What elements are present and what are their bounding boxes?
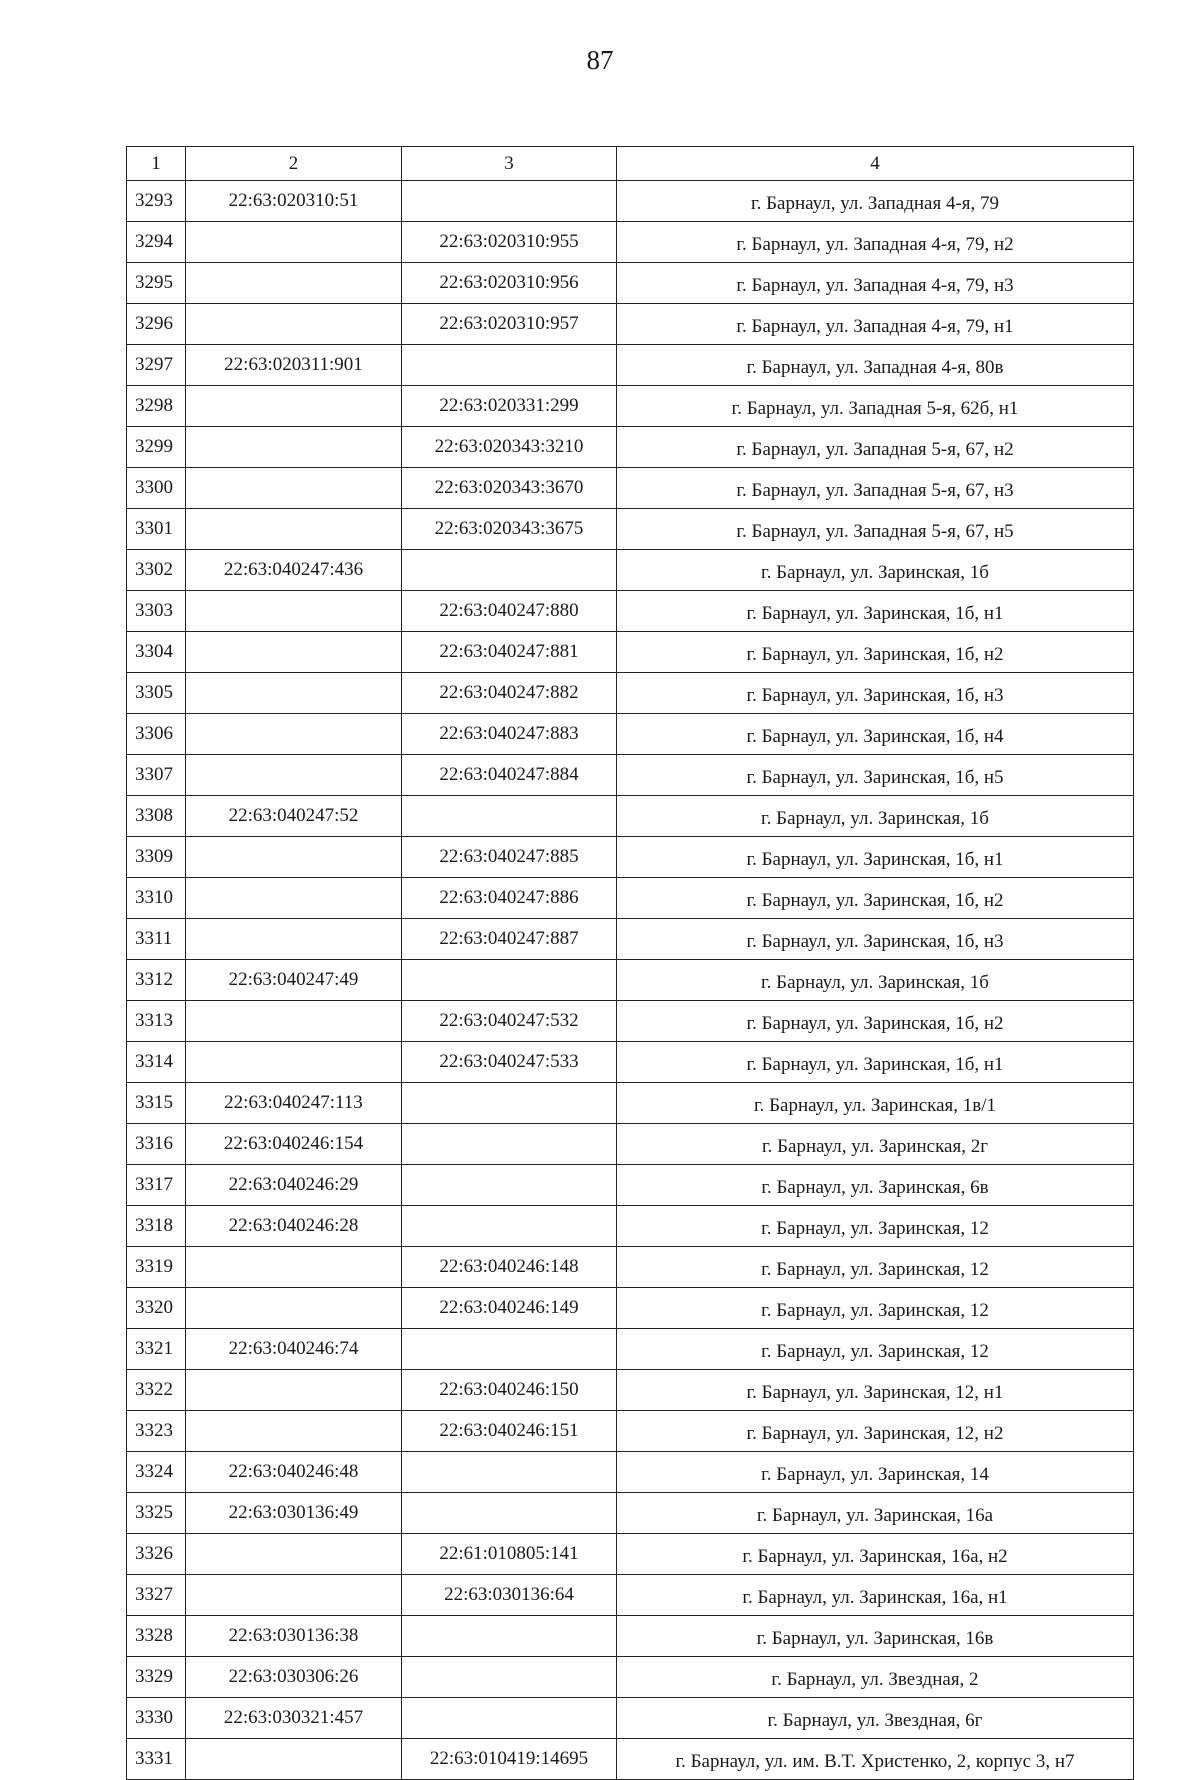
address-cell: г. Барнаул, ул. Звездная, 6г: [617, 1698, 1134, 1739]
table-row: [127, 837, 1134, 878]
table-row: [127, 1534, 1134, 1575]
cadastral-land-cell: 22:63:040246:29: [186, 1165, 402, 1206]
table-row: [127, 878, 1134, 919]
row-number-cell: 3306: [127, 714, 186, 755]
address-cell: г. Барнаул, ул. Заринская, 1б, н1: [617, 837, 1134, 878]
row-number-cell: 3322: [127, 1370, 186, 1411]
cadastral-object-cell: 22:63:040247:884: [402, 755, 617, 796]
cadastral-land-cell: [186, 673, 402, 714]
table-row: [127, 1206, 1134, 1247]
cadastral-object-cell: 22:61:010805:141: [402, 1534, 617, 1575]
cadastral-land-cell: 22:63:040246:154: [186, 1124, 402, 1165]
table-row: [127, 1657, 1134, 1698]
row-number-cell: 3326: [127, 1534, 186, 1575]
table-row: [127, 960, 1134, 1001]
row-number-cell: 3320: [127, 1288, 186, 1329]
cadastral-object-cell: 22:63:040247:533: [402, 1042, 617, 1083]
cadastral-land-cell: 22:63:040247:49: [186, 960, 402, 1001]
cadastral-land-cell: [186, 632, 402, 673]
table-row: [127, 345, 1134, 386]
cadastral-object-cell: [402, 1206, 617, 1247]
cadastral-object-cell: [402, 345, 617, 386]
cadastral-object-cell: 22:63:020343:3210: [402, 427, 617, 468]
cadastral-object-cell: [402, 1493, 617, 1534]
cadastral-land-cell: 22:63:030136:38: [186, 1616, 402, 1657]
header-row: [127, 147, 1134, 181]
cadastral-object-cell: 22:63:020343:3675: [402, 509, 617, 550]
cadastral-land-cell: [186, 1042, 402, 1083]
table-row: [127, 1288, 1134, 1329]
address-cell: г. Барнаул, ул. Западная 5-я, 67, н2: [617, 427, 1134, 468]
cadastral-object-cell: 22:63:030136:64: [402, 1575, 617, 1616]
cadastral-land-cell: 22:63:040247:113: [186, 1083, 402, 1124]
address-cell: г. Барнаул, ул. Западная 4-я, 80в: [617, 345, 1134, 386]
address-cell: г. Барнаул, ул. Западная 4-я, 79, н2: [617, 222, 1134, 263]
table-body: [127, 181, 1134, 1780]
cadastral-land-cell: [186, 714, 402, 755]
row-number-cell: 3309: [127, 837, 186, 878]
cadastral-object-cell: [402, 1165, 617, 1206]
row-number-cell: 3324: [127, 1452, 186, 1493]
cadastral-land-cell: [186, 509, 402, 550]
cadastral-object-cell: 22:63:040247:887: [402, 919, 617, 960]
address-cell: г. Барнаул, ул. Западная 5-я, 67, н3: [617, 468, 1134, 509]
cadastral-land-cell: [186, 919, 402, 960]
table-row: [127, 1247, 1134, 1288]
row-number-cell: 3308: [127, 796, 186, 837]
cadastral-object-cell: 22:63:020310:956: [402, 263, 617, 304]
cadastral-land-cell: 22:63:030321:457: [186, 1698, 402, 1739]
cadastral-object-cell: [402, 181, 617, 222]
row-number-cell: 3298: [127, 386, 186, 427]
cadastral-land-cell: [186, 427, 402, 468]
row-number-cell: 3325: [127, 1493, 186, 1534]
row-number-cell: 3315: [127, 1083, 186, 1124]
row-number-cell: 3317: [127, 1165, 186, 1206]
address-cell: г. Барнаул, ул. Заринская, 2г: [617, 1124, 1134, 1165]
cadastral-object-cell: [402, 960, 617, 1001]
cadastral-land-cell: 22:63:020310:51: [186, 181, 402, 222]
row-number-cell: 3331: [127, 1739, 186, 1780]
cadastral-object-cell: 22:63:040247:532: [402, 1001, 617, 1042]
cadastral-land-cell: [186, 1001, 402, 1042]
table-row: [127, 222, 1134, 263]
cadastral-object-cell: 22:63:040247:885: [402, 837, 617, 878]
header-col-1: 1: [127, 147, 186, 181]
cadastral-land-cell: [186, 591, 402, 632]
row-number-cell: 3294: [127, 222, 186, 263]
address-cell: г. Барнаул, ул. Звездная, 2: [617, 1657, 1134, 1698]
header-col-2: 2: [186, 147, 402, 181]
cadastral-object-cell: 22:63:040247:880: [402, 591, 617, 632]
address-cell: г. Барнаул, ул. Заринская, 16а, н1: [617, 1575, 1134, 1616]
row-number-cell: 3307: [127, 755, 186, 796]
cadastral-object-cell: [402, 1124, 617, 1165]
row-number-cell: 3311: [127, 919, 186, 960]
cadastral-object-cell: 22:63:020343:3670: [402, 468, 617, 509]
row-number-cell: 3312: [127, 960, 186, 1001]
cadastral-land-cell: 22:63:020311:901: [186, 345, 402, 386]
cadastral-object-cell: 22:63:040246:151: [402, 1411, 617, 1452]
table-row: [127, 509, 1134, 550]
cadastral-object-cell: [402, 1657, 617, 1698]
table-row: [127, 1452, 1134, 1493]
cadastral-object-cell: [402, 1616, 617, 1657]
table-row: [127, 181, 1134, 222]
cadastral-object-cell: [402, 1329, 617, 1370]
address-cell: г. Барнаул, ул. Западная 5-я, 67, н5: [617, 509, 1134, 550]
cadastral-object-cell: [402, 550, 617, 591]
row-number-cell: 3305: [127, 673, 186, 714]
address-cell: г. Барнаул, ул. Заринская, 12, н1: [617, 1370, 1134, 1411]
address-cell: г. Барнаул, ул. Заринская, 1б, н1: [617, 1042, 1134, 1083]
table-row: [127, 591, 1134, 632]
address-cell: г. Барнаул, ул. Заринская, 1б, н1: [617, 591, 1134, 632]
header-col-3: 3: [402, 147, 617, 181]
table-row: [127, 1411, 1134, 1452]
table-row: [127, 386, 1134, 427]
table-row: [127, 427, 1134, 468]
row-number-cell: 3299: [127, 427, 186, 468]
table-row: [127, 263, 1134, 304]
table-row: [127, 1616, 1134, 1657]
table-row: [127, 1493, 1134, 1534]
cadastral-land-cell: [186, 1575, 402, 1616]
cadastral-land-cell: [186, 878, 402, 919]
table-row: [127, 714, 1134, 755]
cadastral-land-cell: [186, 263, 402, 304]
cadastral-object-cell: 22:63:040247:881: [402, 632, 617, 673]
row-number-cell: 3321: [127, 1329, 186, 1370]
cadastral-object-cell: 22:63:040246:150: [402, 1370, 617, 1411]
address-cell: г. Барнаул, ул. Заринская, 1в/1: [617, 1083, 1134, 1124]
row-number-cell: 3293: [127, 181, 186, 222]
row-number-cell: 3296: [127, 304, 186, 345]
row-number-cell: 3328: [127, 1616, 186, 1657]
cadastral-land-cell: [186, 304, 402, 345]
cadastral-object-cell: 22:63:020310:957: [402, 304, 617, 345]
cadastral-land-cell: [186, 386, 402, 427]
cadastral-object-cell: 22:63:020331:299: [402, 386, 617, 427]
address-cell: г. Барнаул, ул. Заринская, 1б, н2: [617, 878, 1134, 919]
cadastral-object-cell: [402, 796, 617, 837]
table-row: [127, 550, 1134, 591]
cadastral-object-cell: [402, 1698, 617, 1739]
header-col-4: 4: [617, 147, 1134, 181]
cadastral-land-cell: 22:63:040246:74: [186, 1329, 402, 1370]
table-row: [127, 1329, 1134, 1370]
row-number-cell: 3316: [127, 1124, 186, 1165]
table-row: [127, 1575, 1134, 1616]
cadastral-land-cell: [186, 837, 402, 878]
table-row: [127, 673, 1134, 714]
address-cell: г. Барнаул, ул. Западная 4-я, 79, н3: [617, 263, 1134, 304]
table-row: [127, 1001, 1134, 1042]
address-cell: г. Барнаул, ул. Заринская, 16а: [617, 1493, 1134, 1534]
address-cell: г. Барнаул, ул. Западная 4-я, 79: [617, 181, 1134, 222]
address-cell: г. Барнаул, ул. Заринская, 12: [617, 1206, 1134, 1247]
table-row: [127, 919, 1134, 960]
row-number-cell: 3314: [127, 1042, 186, 1083]
row-number-cell: 3304: [127, 632, 186, 673]
address-cell: г. Барнаул, ул. Заринская, 14: [617, 1452, 1134, 1493]
table-row: [127, 1124, 1134, 1165]
cadastral-land-cell: [186, 1288, 402, 1329]
table-row: [127, 1370, 1134, 1411]
cadastral-land-cell: [186, 1739, 402, 1780]
table-row: [127, 1739, 1134, 1780]
cadastral-land-cell: [186, 755, 402, 796]
address-cell: г. Барнаул, ул. им. В.Т. Христенко, 2, корпус 3, н7: [617, 1739, 1134, 1780]
address-cell: г. Барнаул, ул. Заринская, 6в: [617, 1165, 1134, 1206]
cadastral-object-cell: [402, 1083, 617, 1124]
cadastral-land-cell: [186, 1411, 402, 1452]
address-cell: г. Барнаул, ул. Заринская, 1б, н4: [617, 714, 1134, 755]
cadastral-land-cell: 22:63:030136:49: [186, 1493, 402, 1534]
address-cell: г. Барнаул, ул. Западная 5-я, 62б, н1: [617, 386, 1134, 427]
row-number-cell: 3295: [127, 263, 186, 304]
table-row: [127, 796, 1134, 837]
address-cell: г. Барнаул, ул. Заринская, 12: [617, 1247, 1134, 1288]
cadastral-object-cell: [402, 1452, 617, 1493]
address-cell: г. Барнаул, ул. Заринская, 12, н2: [617, 1411, 1134, 1452]
registry-table: [126, 146, 1134, 1780]
row-number-cell: 3302: [127, 550, 186, 591]
cadastral-object-cell: 22:63:040247:883: [402, 714, 617, 755]
cadastral-land-cell: [186, 1370, 402, 1411]
row-number-cell: 3303: [127, 591, 186, 632]
address-cell: г. Барнаул, ул. Заринская, 1б, н3: [617, 919, 1134, 960]
row-number-cell: 3319: [127, 1247, 186, 1288]
cadastral-land-cell: 22:63:040247:436: [186, 550, 402, 591]
address-cell: г. Барнаул, ул. Заринская, 12: [617, 1329, 1134, 1370]
table-row: [127, 1165, 1134, 1206]
cadastral-land-cell: [186, 468, 402, 509]
cadastral-land-cell: 22:63:040246:48: [186, 1452, 402, 1493]
row-number-cell: 3323: [127, 1411, 186, 1452]
row-number-cell: 3300: [127, 468, 186, 509]
row-number-cell: 3297: [127, 345, 186, 386]
cadastral-land-cell: 22:63:040247:52: [186, 796, 402, 837]
table-row: [127, 632, 1134, 673]
cadastral-land-cell: [186, 222, 402, 263]
row-number-cell: 3327: [127, 1575, 186, 1616]
cadastral-object-cell: 22:63:040247:886: [402, 878, 617, 919]
cadastral-object-cell: 22:63:040246:148: [402, 1247, 617, 1288]
cadastral-object-cell: 22:63:040247:882: [402, 673, 617, 714]
address-cell: г. Барнаул, ул. Заринская, 1б: [617, 550, 1134, 591]
address-cell: г. Барнаул, ул. Заринская, 1б, н3: [617, 673, 1134, 714]
address-cell: г. Барнаул, ул. Заринская, 1б, н5: [617, 755, 1134, 796]
cadastral-object-cell: 22:63:010419:14695: [402, 1739, 617, 1780]
cadastral-object-cell: 22:63:020310:955: [402, 222, 617, 263]
row-number-cell: 3329: [127, 1657, 186, 1698]
address-cell: г. Барнаул, ул. Заринская, 1б, н2: [617, 632, 1134, 673]
row-number-cell: 3318: [127, 1206, 186, 1247]
table-row: [127, 468, 1134, 509]
cadastral-object-cell: 22:63:040246:149: [402, 1288, 617, 1329]
address-cell: г. Барнаул, ул. Заринская, 12: [617, 1288, 1134, 1329]
address-cell: г. Барнаул, ул. Западная 4-я, 79, н1: [617, 304, 1134, 345]
table-header: [127, 147, 1134, 181]
cadastral-land-cell: [186, 1247, 402, 1288]
row-number-cell: 3330: [127, 1698, 186, 1739]
page-number: 87: [586, 45, 614, 75]
address-cell: г. Барнаул, ул. Заринская, 16а, н2: [617, 1534, 1134, 1575]
cadastral-land-cell: 22:63:030306:26: [186, 1657, 402, 1698]
address-cell: г. Барнаул, ул. Заринская, 1б: [617, 796, 1134, 837]
table-row: [127, 1083, 1134, 1124]
table-row: [127, 304, 1134, 345]
row-number-cell: 3313: [127, 1001, 186, 1042]
row-number-cell: 3301: [127, 509, 186, 550]
cadastral-land-cell: 22:63:040246:28: [186, 1206, 402, 1247]
address-cell: г. Барнаул, ул. Заринская, 1б: [617, 960, 1134, 1001]
table-row: [127, 1698, 1134, 1739]
address-cell: г. Барнаул, ул. Заринская, 16в: [617, 1616, 1134, 1657]
row-number-cell: 3310: [127, 878, 186, 919]
address-cell: г. Барнаул, ул. Заринская, 1б, н2: [617, 1001, 1134, 1042]
table-row: [127, 755, 1134, 796]
cadastral-land-cell: [186, 1534, 402, 1575]
table-row: [127, 1042, 1134, 1083]
